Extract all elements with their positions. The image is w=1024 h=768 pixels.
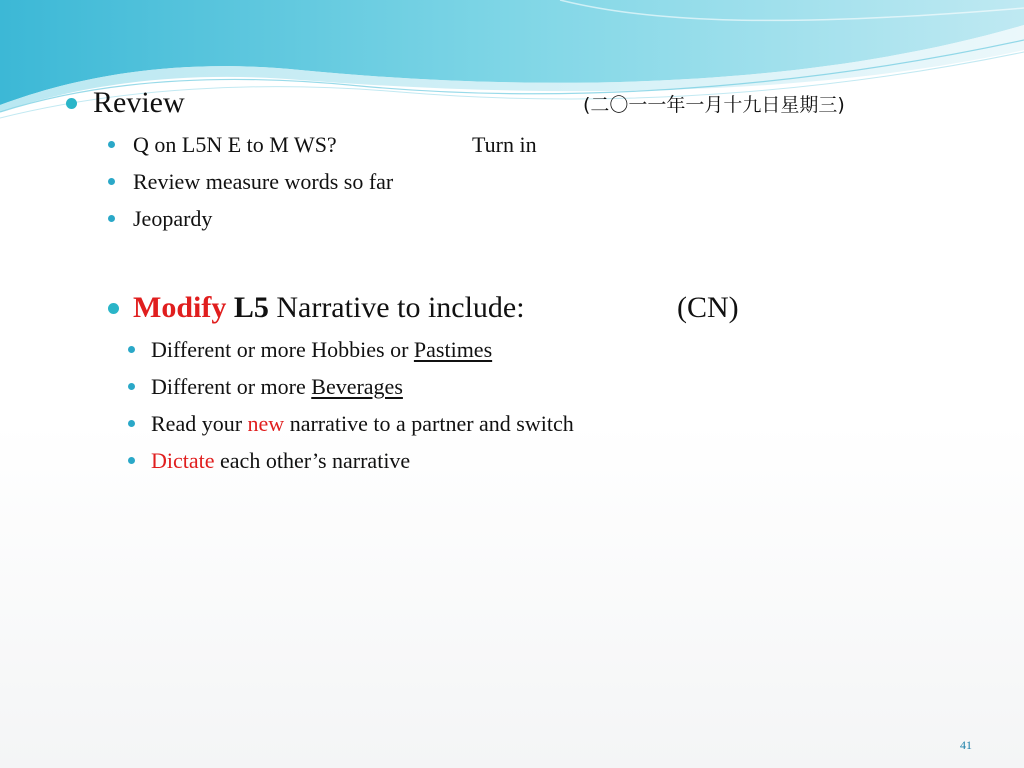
pastimes-link: Pastimes bbox=[413, 337, 493, 362]
modify-heading bbox=[133, 293, 525, 323]
bullet-icon bbox=[128, 346, 135, 353]
modify-item-text: each other’s narrative bbox=[214, 448, 411, 473]
bullet-icon bbox=[108, 178, 115, 185]
bullet-icon bbox=[108, 215, 115, 222]
bullet-icon bbox=[108, 303, 119, 314]
modify-item bbox=[151, 413, 574, 435]
modify-item-text: Read your bbox=[151, 411, 248, 436]
modify-rest: Narrative to include: bbox=[276, 291, 525, 324]
date-label: (二〇一一年一月十九日星期三) bbox=[583, 94, 845, 116]
review-item: Jeopardy bbox=[133, 206, 213, 231]
bullet-icon bbox=[66, 98, 77, 109]
modify-item bbox=[151, 450, 410, 472]
modify-item bbox=[151, 376, 403, 398]
lesson-label: L5 bbox=[233, 291, 269, 324]
modify-item-text: Different or more bbox=[151, 374, 312, 399]
bullet-icon bbox=[108, 141, 115, 148]
cn-tag: (CN) bbox=[677, 291, 739, 324]
dictate-word: Dictate bbox=[151, 448, 215, 473]
review-item: Review measure words so far bbox=[133, 169, 394, 194]
modify-item bbox=[151, 339, 492, 361]
bullet-icon bbox=[128, 420, 135, 427]
new-word: new bbox=[247, 411, 285, 436]
review-item: Q on L5N E to M WS? bbox=[133, 132, 337, 157]
modify-word: Modify bbox=[133, 291, 227, 324]
bullet-icon bbox=[128, 457, 135, 464]
review-item-extra: Turn in bbox=[472, 132, 537, 157]
modify-item-text: narrative to a partner and switch bbox=[284, 411, 574, 436]
beverages-link: Beverages bbox=[311, 374, 403, 399]
review-heading: Review bbox=[93, 86, 185, 119]
modify-item-text: Different or more Hobbies or bbox=[151, 337, 414, 362]
bullet-icon bbox=[128, 383, 135, 390]
page-number: 41 bbox=[960, 738, 972, 752]
